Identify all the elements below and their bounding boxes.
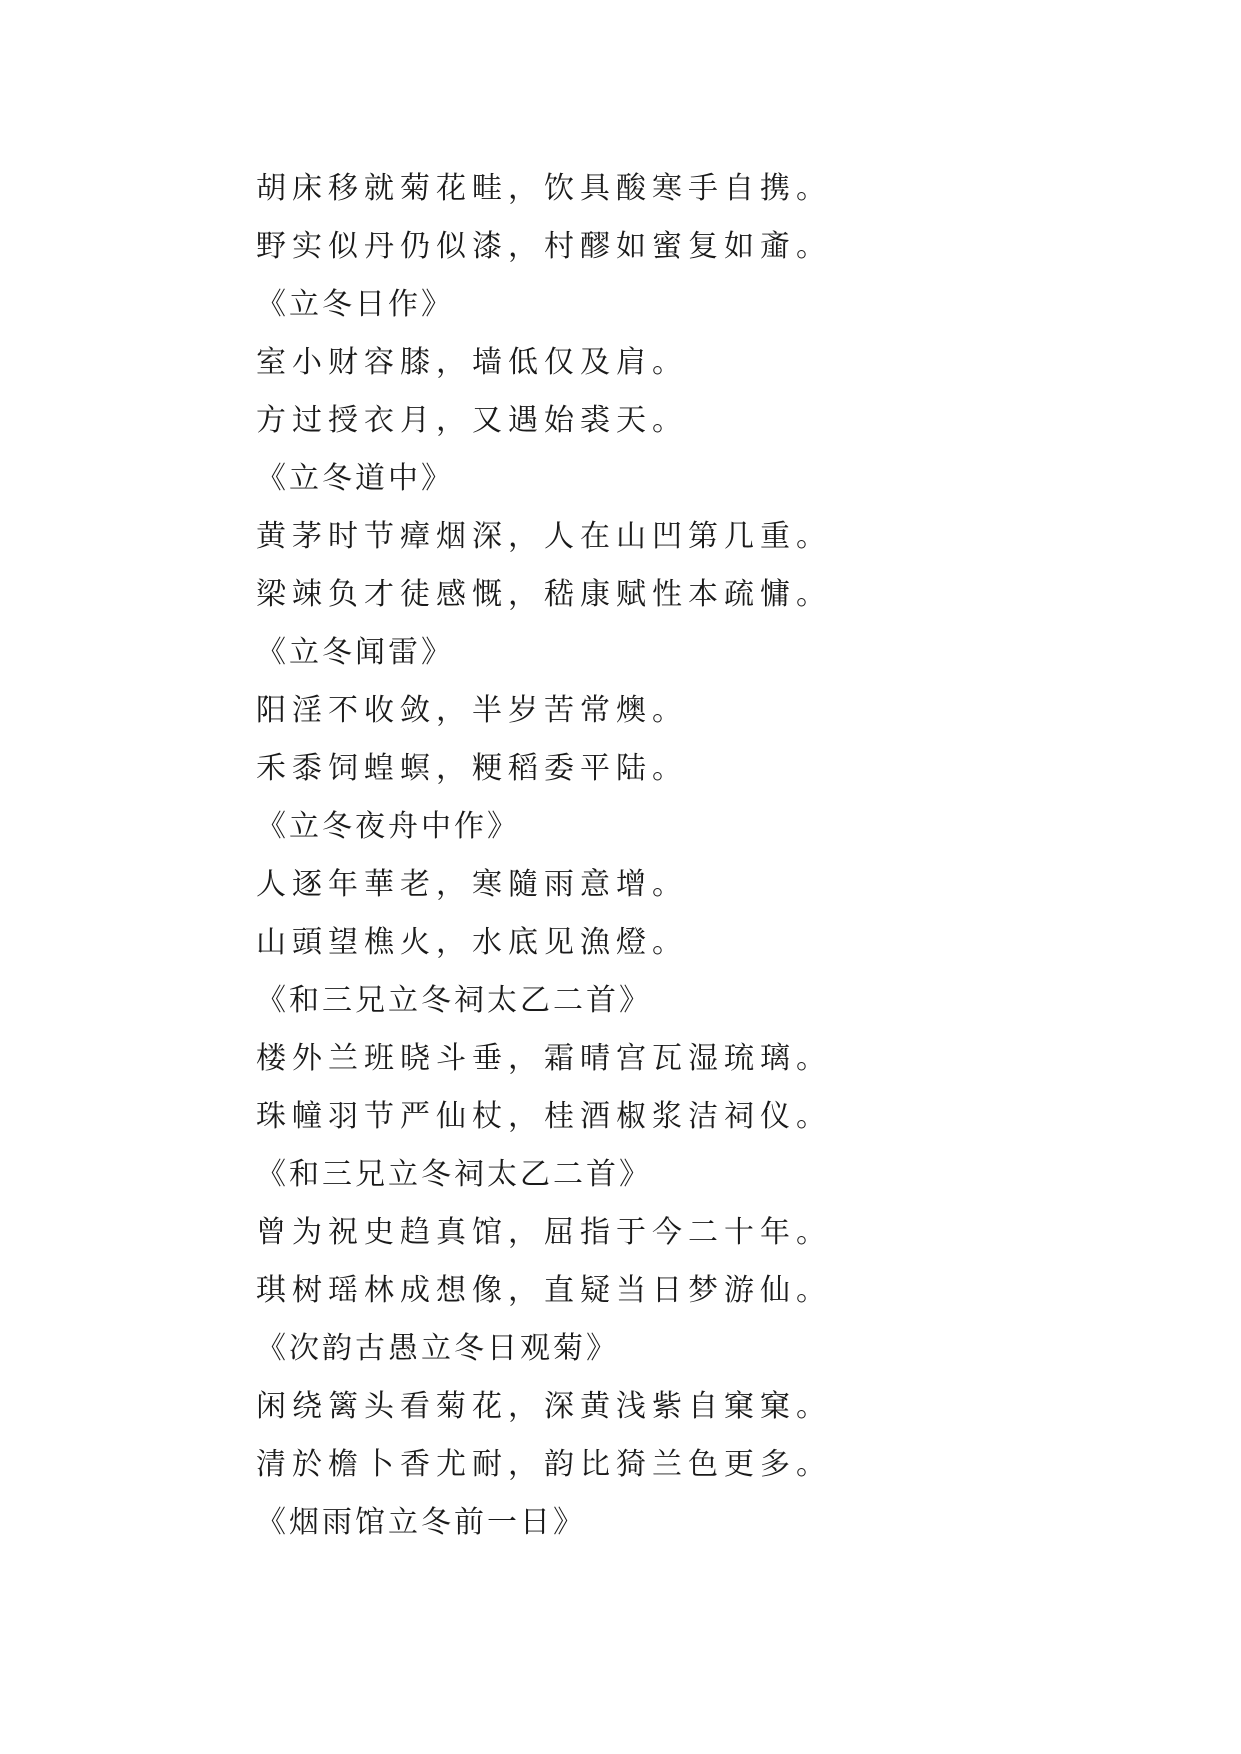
verse-line: 珠幢羽节严仙杖，桂酒椒浆洁祠仪。 [256, 1099, 832, 1134]
poem-text-block [256, 160, 1156, 1552]
poem-title: 《立冬道中》 [256, 461, 454, 496]
verse-line: 琪树瑶林成想像，直疑当日梦游仙。 [256, 1273, 832, 1308]
verse-line: 禾黍饲蝗螟，粳稻委平陆。 [256, 751, 688, 786]
verse-line: 曾为祝史趋真馆，屈指于今二十年。 [256, 1215, 832, 1250]
poem-title: 《立冬闻雷》 [256, 635, 454, 670]
verse-line: 胡床移就菊花畦，饮具酸寒手自携。 [256, 171, 832, 206]
verse-line: 梁竦负才徒感慨，嵇康赋性本疏慵。 [256, 577, 832, 612]
poem-title: 《立冬夜舟中作》 [256, 809, 520, 844]
verse-line: 室小财容膝，墙低仅及肩。 [256, 345, 688, 380]
verse-line: 阳淫不收敛，半岁苦常燠。 [256, 693, 688, 728]
verse-line: 清於檐卜香尤耐，韵比猗兰色更多。 [256, 1447, 832, 1482]
poem-title: 《烟雨馆立冬前一日》 [256, 1505, 586, 1540]
poem-title: 《和三兄立冬祠太乙二首》 [256, 1157, 652, 1192]
verse-line: 方过授衣月，又遇始裘天。 [256, 403, 688, 438]
verse-line: 野实似丹仍似漆，村醪如蜜复如齑。 [256, 229, 832, 264]
verse-line: 楼外兰班晓斗垂，霜晴宫瓦湿琉璃。 [256, 1041, 832, 1076]
poem-title: 《立冬日作》 [256, 287, 454, 322]
verse-line: 山頭望樵火，水底见漁燈。 [256, 925, 688, 960]
verse-line: 黄茅时节瘴烟深，人在山凹第几重。 [256, 519, 832, 554]
poem-title: 《和三兄立冬祠太乙二首》 [256, 983, 652, 1018]
poem-title: 《次韵古愚立冬日观菊》 [256, 1331, 619, 1366]
verse-line: 闲绕篱头看菊花，深黄浅紫自窠窠。 [256, 1389, 832, 1424]
verse-line: 人逐年華老，寒隨雨意增。 [256, 867, 688, 902]
